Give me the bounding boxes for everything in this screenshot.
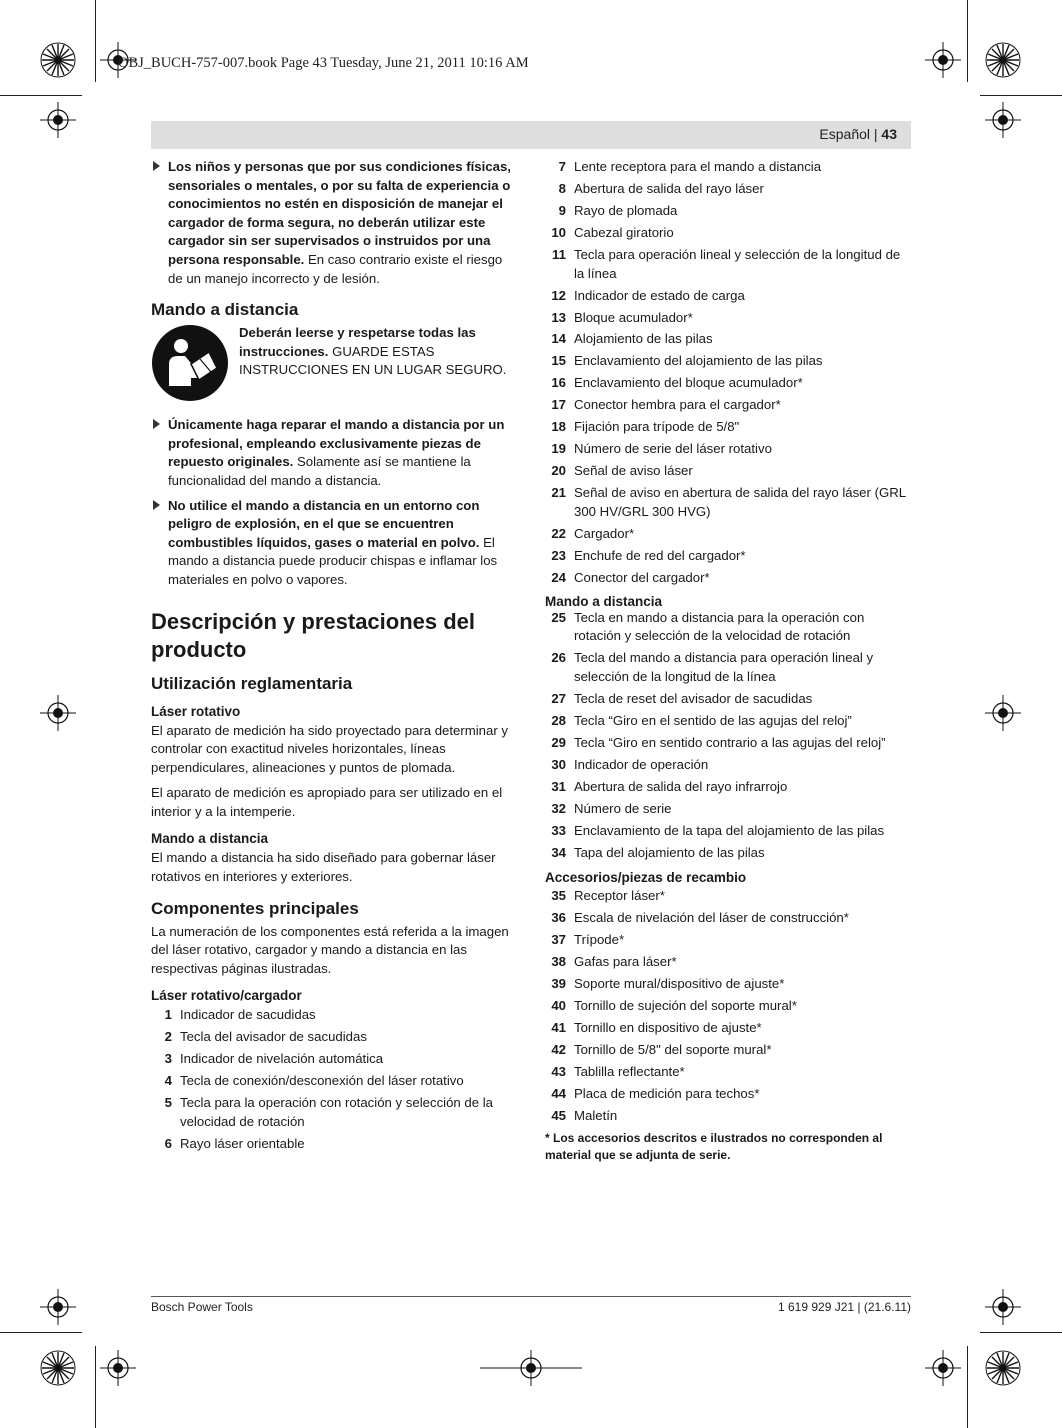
remote-list-heading: Mando a distancia [545,593,663,609]
list-item: 9 Rayo de plomada [558,202,678,218]
safety-bullet-children: Los niños y personas que por sus condiciones físicas, sensoriales o mentales, o por su falta de experiencia o conocimientos no estén en disposición de manejar el cargador de forma segura, no deberán utilizar este cargador sin ser supervisados o instruidos por una persona responsable. En caso contrario existe el riesgo de un manejo incorrecto y de lesión. [151,158,518,288]
list-item: 43 Tablilla reflectante* [551,1064,685,1080]
section-title: Descripción y prestaciones del producto [151,608,476,662]
laser-paragraph-1: El aparato de medición ha sido proyectado para determinar y controlar con exactitud niveles horizontales, líneas perpendiculares, alineaciones y puntos de plomada. [151,722,509,775]
list-item: 25 Tecla en mando a distancia para la operación con rotación y selección de la velocidad de rotación [551,609,865,644]
list-item: 20 Señal de aviso láser [551,463,693,479]
list-item: 15 Enclavamiento del alojamiento de las pilas [551,353,823,369]
list-item: 40 Tornillo de sujeción del soporte mural* [551,998,797,1014]
page-header [151,121,911,149]
list-item: 34 Tapa del alojamiento de las pilas [551,844,765,860]
remote-heading: Mando a distancia [151,300,299,320]
footer-divider [151,1296,911,1297]
list-item: 16 Enclavamiento del bloque acumulador* [551,375,803,391]
read-instructions-block: Deberán leerse y respetarse todas las instrucciones. GUARDE ESTAS INSTRUCCIONES EN UN LUGAR SEGURO. [151,324,518,402]
list-item: 17 Conector hembra para el cargador* [551,397,781,413]
remote-sub-heading: Mando a distancia [151,831,269,847]
list-item: 30 Indicador de operación [551,756,709,772]
list-item: 29 Tecla “Giro en sentido contrario a las agujas del reloj” [551,734,886,750]
list-item: 5 Tecla para la operación con rotación y selección de la velocidad de rotación [164,1095,494,1129]
list-item: 3 Indicador de nivelación automática [164,1051,384,1067]
list-item: 6 Rayo láser orientable [164,1135,305,1151]
list-item: 18 Fijación para trípode de 5/8" [551,419,740,435]
list-item: 2 Tecla del avisador de sacudidas [164,1029,367,1045]
list-item: 45 Maletín [551,1108,618,1123]
accessories-footnote: * Los accesorios descritos e ilustrados no corresponden al material que se adjunta de serie. [545,1130,883,1162]
list-item: 38 Gafas para láser* [551,954,677,970]
components-paragraph: La numeración de los componentes está referida a la imagen del láser rotativo, cargador y mando a distancia en las respectivas páginas ilustradas. [151,923,509,976]
list-item: 39 Soporte mural/dispositivo de ajuste* [551,976,785,992]
list-item: 44 Placa de medición para techos* [551,1086,760,1102]
footer-doc-number: 1 619 929 J21 | (21.6.11) [778,1300,911,1314]
accessories-heading: Accesorios/piezas de recambio [545,870,747,886]
component-list-laser [151,1006,518,1153]
print-info-line: OBJ_BUCH-757-007.book Page 43 Tuesday, June 21, 2011 10:16 AM [118,55,529,71]
list-item: 7 Lente receptora para el mando a distancia [558,159,822,174]
list-item: 35 Receptor láser* [551,888,665,904]
accessories-list [545,887,912,1125]
list-item: 4 Tecla de conexión/desconexión del láser rotativo [164,1073,464,1089]
bullet-triangle-icon [153,419,160,429]
list-item: 26 Tecla del mando a distancia para operación lineal y selección de la longitud de la línea [551,650,874,684]
laser-paragraph-2: El aparato de medición es apropiado para ser utilizado en el interior y a la intemperie. [151,785,503,819]
list-item: 24 Conector del cargador* [551,569,710,585]
read-manual-icon [151,324,229,402]
list-item: 13 Bloque acumulador* [551,309,693,325]
list-item: 33 Enclavamiento de la tapa del alojamiento de las pilas [551,822,885,838]
bullet-triangle-icon [153,161,160,171]
list-item: 1 Indicador de sacudidas [164,1007,316,1023]
footer-publisher: Bosch Power Tools [151,1300,253,1314]
list-item: 12 Indicador de estado de carga [551,287,745,303]
list-item: 27 Tecla de reset del avisador de sacudidas [551,690,813,706]
list-item: 28 Tecla “Giro en el sentido de las agujas del reloj” [551,712,852,728]
component-list-remote [545,609,912,863]
bullet-triangle-icon [153,500,160,510]
component-list-main [545,158,912,588]
list-item: 8 Abertura de salida del rayo láser [558,180,764,196]
list-item: 37 Trípode* [551,932,625,948]
list-item: 21 Señal de aviso en abertura de salida del rayo láser (GRL 300 HV/GRL 300 HVG) [551,485,906,519]
page-number: 43 [881,126,897,142]
safety-bullet-repair: Únicamente haga reparar el mando a distancia por un profesional, empleando exclusivamente piezas de repuesto originales. Solamente así se mantiene la funcionalidad del mando a distancia. [151,416,518,490]
list-item: 41 Tornillo en dispositivo de ajuste* [551,1020,762,1036]
components-heading: Componentes principales [151,898,359,918]
laser-charger-heading: Láser rotativo/cargador [151,988,302,1004]
usage-heading: Utilización reglamentaria [151,673,353,693]
list-item: 14 Alojamiento de las pilas [551,331,713,347]
left-column [151,158,518,1157]
list-item: 32 Número de serie [551,800,672,816]
list-item: 31 Abertura de salida del rayo infrarrojo [551,778,788,794]
list-item: 11 Tecla para operación lineal y selección de la longitud de la línea [552,246,901,281]
safety-bullet-explosive: No utilice el mando a distancia en un entorno con peligro de explosión, en el que se encuentren combustibles líquidos, gases o material en polvo. El mando a distancia puede producir chispas e inflamar los materiales en polvo o vapores. [151,497,518,590]
list-item: 23 Enchufe de red del cargador* [551,547,746,563]
list-item: 22 Cargador* [551,525,635,541]
list-item: 42 Tornillo de 5/8" del soporte mural* [551,1042,772,1058]
remote-paragraph: El mando a distancia ha sido diseñado para gobernar láser rotativos en interiores y exteriores. [151,850,496,885]
right-column [545,158,912,1164]
laser-heading: Láser rotativo [151,703,241,719]
list-item: 36 Escala de nivelación del láser de construcción* [551,910,849,926]
list-item: 19 Número de serie del láser rotativo [551,441,772,457]
header-language: Español | [819,126,878,142]
list-item: 10 Cabezal giratorio [551,224,674,240]
